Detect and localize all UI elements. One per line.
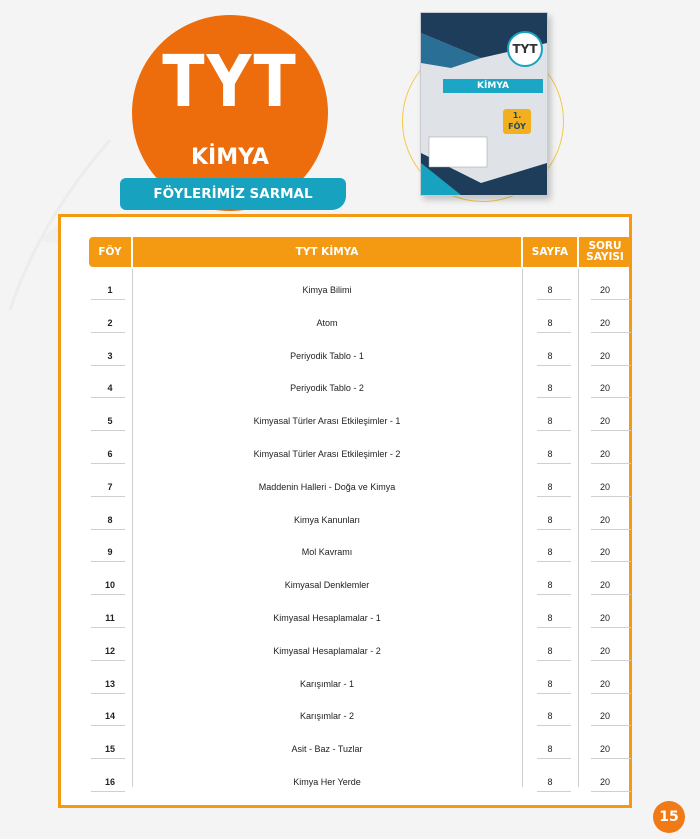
cell-underline: [91, 758, 125, 759]
row-topic: Periyodik Tablo - 1: [290, 350, 364, 361]
cell-underline: [91, 725, 125, 726]
table-row: [61, 736, 635, 769]
table-row: [61, 638, 635, 671]
cell-underline: [591, 430, 631, 431]
cell-underline: [591, 496, 631, 497]
logo-title: TYT: [162, 39, 298, 124]
cell-underline: [537, 725, 571, 726]
row-pages: 8: [547, 416, 553, 427]
row-number: 3: [107, 350, 113, 361]
book-cover: [420, 12, 548, 196]
cell-underline: [537, 791, 571, 792]
row-number: 14: [104, 711, 115, 722]
info-ribbon: FÖYLERİMİZ SARMAL: [120, 178, 346, 210]
row-topic: Kimyasal Denklemler: [284, 580, 370, 591]
row-questions: 20: [599, 711, 610, 722]
cell-underline: [537, 594, 571, 595]
row-questions: 20: [599, 580, 610, 591]
row-pages: 8: [547, 481, 553, 492]
row-number: 4: [107, 383, 113, 394]
row-questions: 20: [599, 317, 610, 328]
row-pages: 8: [547, 744, 553, 755]
row-number: 1: [107, 285, 113, 295]
row-topic: Kimyasal Hesaplamalar - 1: [273, 613, 381, 623]
cell-underline: [591, 594, 631, 595]
table-row: [61, 375, 635, 408]
cell-underline: [537, 496, 571, 497]
cell-underline: [591, 397, 631, 398]
row-topic: Atom: [316, 317, 338, 328]
cell-underline: [591, 627, 631, 628]
cell-underline: [91, 529, 125, 530]
header-soru: [579, 237, 631, 267]
cell-underline: [91, 299, 125, 300]
cell-underline: [591, 365, 631, 366]
cell-underline: [537, 529, 571, 530]
book-foy-label: FÖY: [508, 122, 526, 131]
table-row: [61, 441, 635, 474]
cell-underline: [91, 365, 125, 366]
row-questions: 20: [599, 285, 610, 295]
table-row: [61, 671, 635, 704]
cell-underline: [91, 430, 125, 431]
cell-underline: [91, 594, 125, 595]
table-row: [61, 277, 635, 310]
cell-underline: [591, 758, 631, 759]
row-pages: 8: [547, 449, 553, 459]
cell-underline: [591, 463, 631, 464]
cell-underline: [591, 561, 631, 562]
row-pages: 8: [547, 514, 553, 525]
book-title: KİMYA: [443, 79, 543, 93]
table-row: [61, 539, 635, 572]
header-kimya: TYT KİMYA: [133, 237, 521, 267]
table-row: [61, 507, 635, 540]
row-topic: Mol Kavramı: [301, 547, 353, 558]
row-number: 9: [107, 547, 113, 558]
row-topic: Kimya Kanunları: [293, 514, 361, 525]
cell-underline: [537, 299, 571, 300]
row-pages: 8: [547, 580, 553, 591]
row-questions: 20: [599, 449, 610, 459]
cell-underline: [537, 693, 571, 694]
cell-underline: [537, 332, 571, 333]
cell-underline: [591, 299, 631, 300]
cell-underline: [591, 693, 631, 694]
table-row: [61, 572, 635, 605]
row-questions: 20: [599, 645, 610, 656]
row-number: 8: [107, 514, 113, 525]
cell-underline: [537, 561, 571, 562]
cell-underline: [591, 725, 631, 726]
row-questions: 20: [599, 514, 610, 525]
row-topic: Maddenin Halleri - Doğa ve Kimya: [258, 481, 396, 492]
cell-underline: [91, 627, 125, 628]
row-pages: 8: [547, 285, 553, 295]
row-topic: Asit - Baz - Tuzlar: [291, 744, 363, 755]
row-number: 5: [107, 416, 113, 427]
row-pages: 8: [547, 547, 553, 558]
book-foy-number: 1.: [512, 111, 522, 120]
table-row: [61, 343, 635, 376]
row-pages: 8: [547, 350, 553, 361]
table-row: [61, 310, 635, 343]
row-number: 12: [104, 645, 115, 656]
row-number: 7: [107, 481, 113, 492]
row-pages: 8: [547, 678, 553, 689]
row-number: 13: [104, 678, 115, 689]
contents-table: [58, 214, 632, 808]
cell-underline: [91, 791, 125, 792]
cell-underline: [91, 660, 125, 661]
cell-underline: [91, 397, 125, 398]
row-questions: 20: [599, 777, 610, 787]
book-foy-badge: [503, 109, 531, 134]
row-questions: 20: [599, 416, 610, 427]
cell-underline: [91, 561, 125, 562]
cell-underline: [91, 496, 125, 497]
row-questions: 20: [599, 613, 610, 623]
table-row: [61, 703, 635, 736]
header-foy: FÖY: [89, 237, 131, 267]
row-topic: Karışımlar - 1: [299, 678, 354, 689]
header-soru-text: SORU SAYISI: [586, 240, 624, 263]
cell-underline: [537, 430, 571, 431]
table-row: [61, 474, 635, 507]
row-pages: 8: [547, 613, 553, 623]
cell-underline: [537, 365, 571, 366]
row-questions: 20: [599, 547, 610, 558]
row-topic: Periyodik Tablo - 2: [290, 383, 364, 394]
row-questions: 20: [599, 383, 610, 394]
row-number: 2: [107, 317, 113, 328]
row-topic: Kimya Her Yerde: [293, 777, 361, 787]
row-number: 6: [107, 449, 113, 459]
row-topic: Kimya Bilimi: [302, 285, 352, 295]
cell-underline: [91, 332, 125, 333]
row-questions: 20: [599, 481, 610, 492]
row-pages: 8: [547, 645, 553, 656]
row-number: 16: [104, 777, 115, 787]
logo-subtitle: KİMYA: [191, 145, 269, 170]
row-topic: Kimyasal Türler Arası Etkileşimler - 1: [253, 416, 401, 427]
cell-underline: [591, 529, 631, 530]
cell-underline: [91, 463, 125, 464]
page-number: 15: [653, 801, 685, 833]
cell-underline: [591, 791, 631, 792]
cell-underline: [537, 660, 571, 661]
cell-underline: [591, 660, 631, 661]
cell-underline: [591, 332, 631, 333]
row-number: 11: [105, 613, 115, 623]
row-number: 10: [104, 580, 115, 591]
row-topic: Kimyasal Türler Arası Etkileşimler - 2: [253, 449, 401, 459]
table-row: [61, 605, 635, 638]
row-questions: 20: [599, 350, 610, 361]
row-pages: 8: [547, 711, 553, 722]
cell-underline: [537, 397, 571, 398]
row-topic: Kimyasal Hesaplamalar - 2: [273, 645, 381, 656]
cell-underline: [91, 693, 125, 694]
row-number: 15: [104, 744, 115, 755]
row-topic: Karışımlar - 2: [299, 711, 354, 722]
book-badge: TYT: [507, 31, 543, 67]
cell-underline: [537, 627, 571, 628]
row-questions: 20: [599, 744, 610, 755]
row-questions: 20: [599, 678, 610, 689]
row-pages: 8: [547, 317, 553, 328]
cell-underline: [537, 758, 571, 759]
row-pages: 8: [547, 383, 553, 394]
row-pages: 8: [547, 777, 553, 787]
table-row: [61, 769, 635, 802]
table-row: [61, 408, 635, 441]
header-sayfa: SAYFA: [523, 237, 577, 267]
cell-underline: [537, 463, 571, 464]
